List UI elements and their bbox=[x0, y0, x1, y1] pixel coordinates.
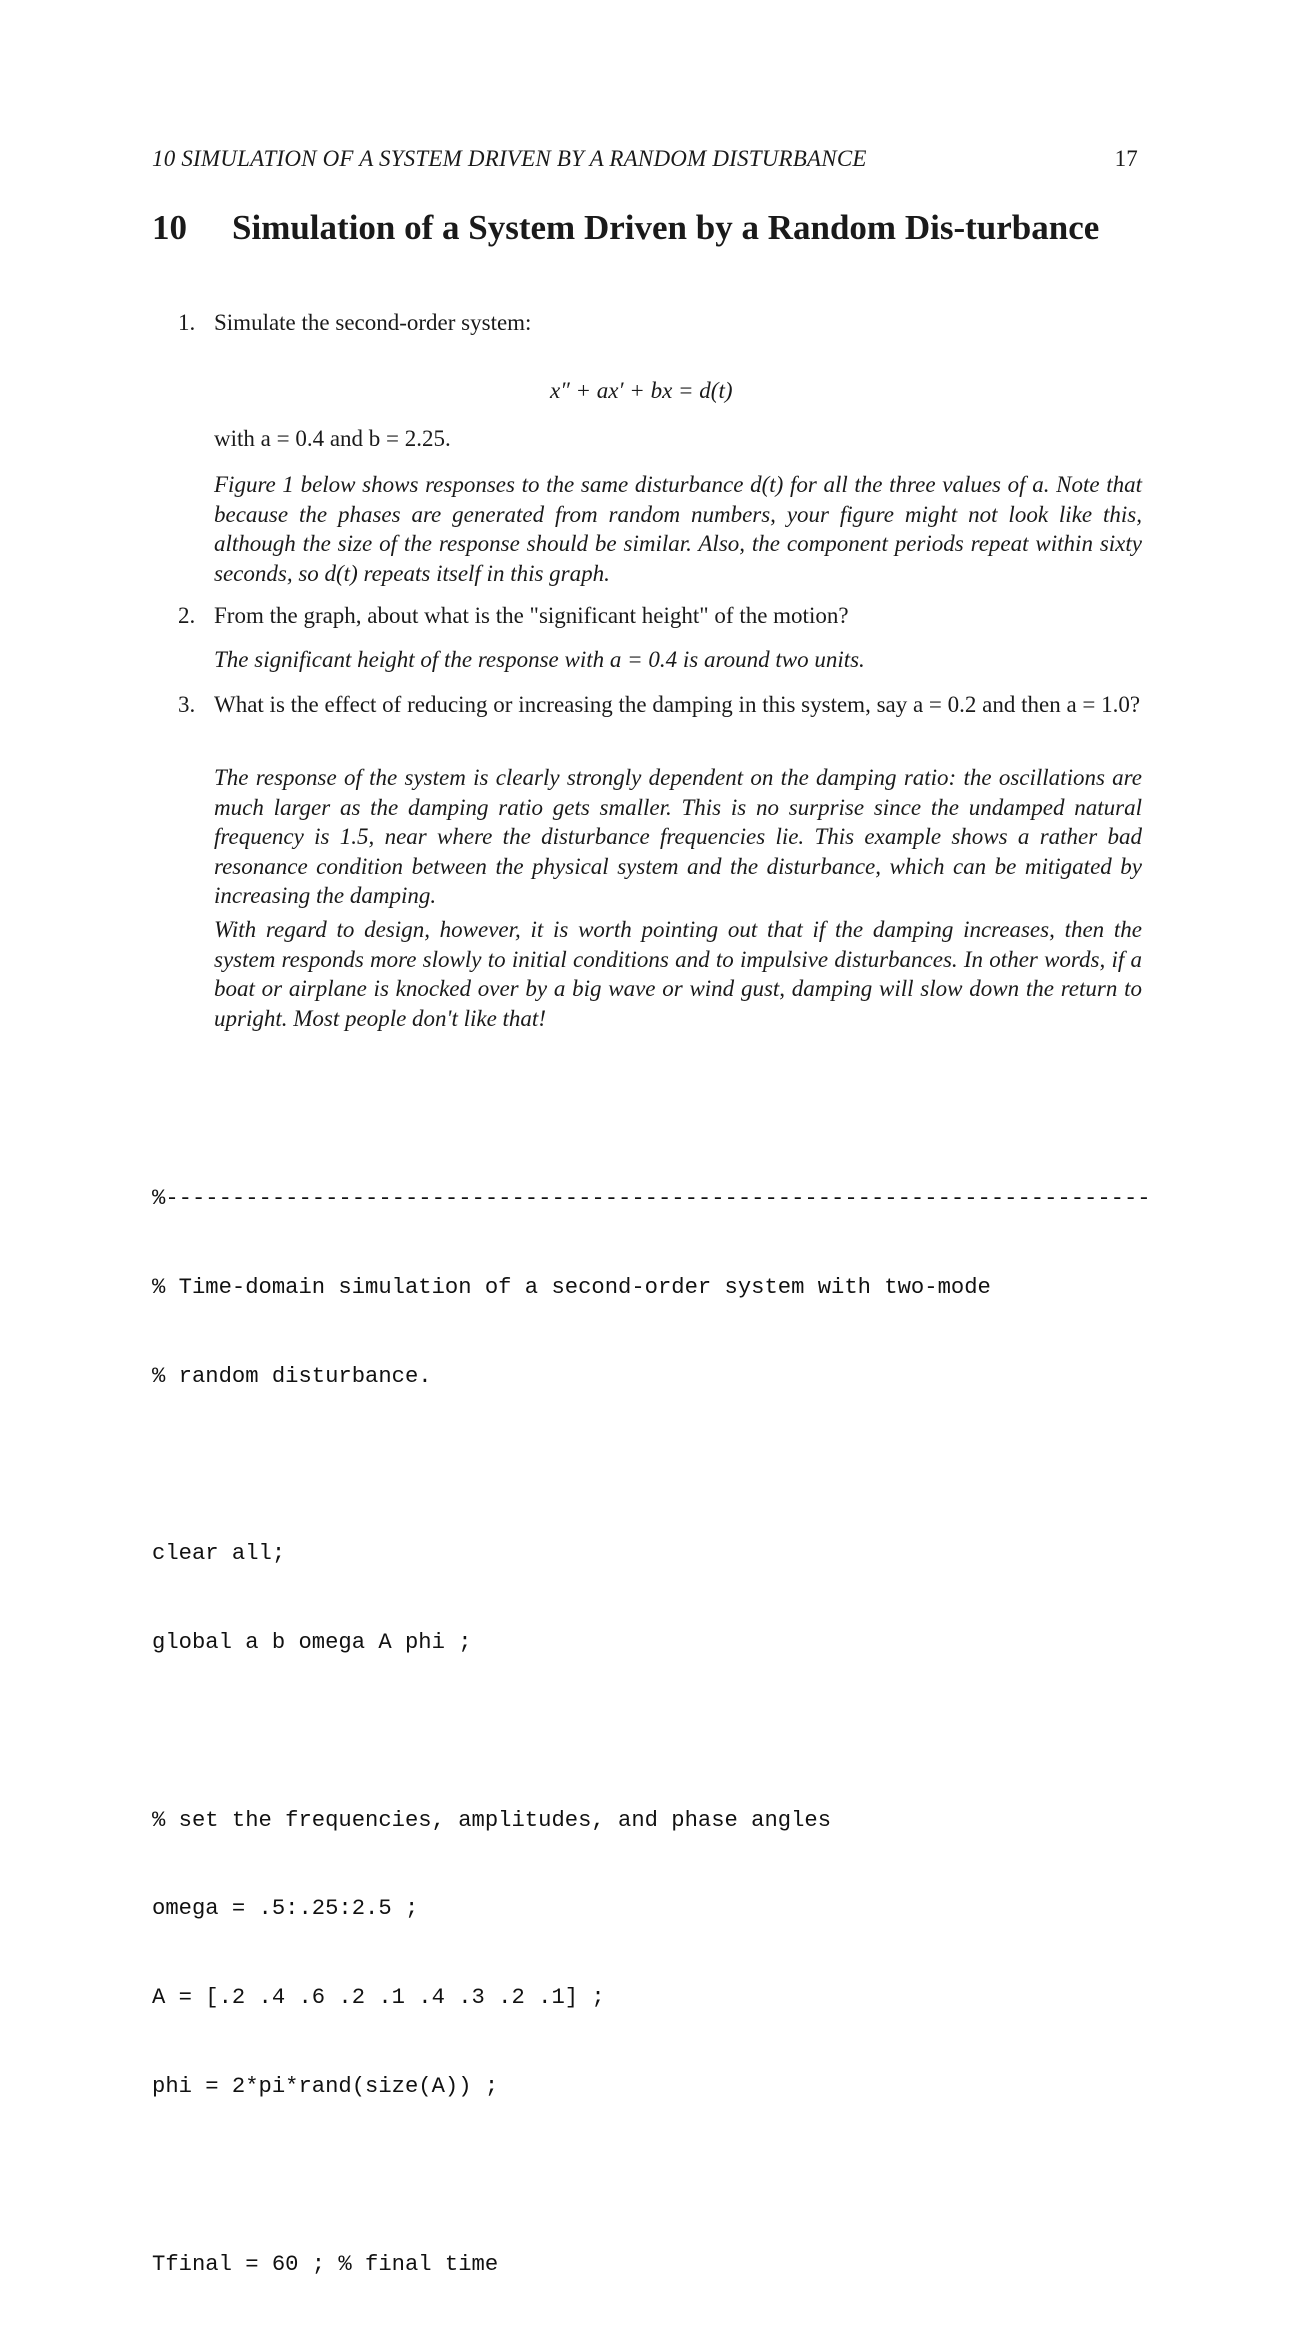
running-head-title: 10 SIMULATION OF A SYSTEM DRIVEN BY A RANDOM DISTURBANCE bbox=[152, 146, 867, 171]
code-listing bbox=[152, 1125, 1151, 2338]
list-marker: 1. bbox=[178, 310, 196, 335]
code-line: A = [.2 .4 .6 .2 .1 .4 .3 .2 .1] ; bbox=[152, 1985, 605, 2011]
code-line: global a b omega A phi ; bbox=[152, 1630, 472, 1656]
code-line: Tfinal = 60 ; % final time bbox=[152, 2251, 499, 2277]
question-text: What is the effect of reducing or increasing the damping in this system, say a = 0.2 and then a = 1.0? bbox=[214, 692, 1141, 717]
section-title: Simulation of a System Driven by a Random Dis-turbance bbox=[232, 208, 1100, 247]
code-line: % random disturbance. bbox=[152, 1363, 432, 1389]
code-line: % Time-domain simulation of a second-order system with two-mode bbox=[152, 1274, 991, 1300]
question-followup: with a = 0.4 and b = 2.25. bbox=[214, 426, 451, 451]
answer-paragraph: The significant height of the response with a = 0.4 is around two units. bbox=[214, 647, 865, 672]
code-line: phi = 2*pi*rand(size(A)) ; bbox=[152, 2074, 499, 2099]
list-marker: 2. bbox=[178, 603, 196, 628]
code-line: clear all; bbox=[152, 1541, 286, 1567]
page-number: 17 bbox=[1114, 146, 1138, 171]
answer-paragraph: Figure 1 below shows responses to the same disturbance d(t) for all the three values of a. Note that because the phases are generated from random numbers, your figure might not look like this, although the size of the response should be similar. Also, the component periods repeat within sixty seconds, so d(t) repeats itself in this graph. bbox=[214, 472, 1142, 586]
answer-paragraph: With regard to design, however, it is worth pointing out that if the damping increases, then the system responds more slowly to initial conditions and to impulsive disturbances. In other words, if a boat or airplane is knocked over by a big wave or wind gust, damping will slow down the return to upright. Most people don't like that! bbox=[214, 917, 1142, 1031]
code-line bbox=[152, 1451, 1151, 1481]
code-line bbox=[152, 1717, 1151, 1747]
code-line: % set the frequencies, amplitudes, and phase angles bbox=[152, 1807, 832, 1833]
code-line bbox=[152, 2161, 1151, 2191]
equation: x″ + ax′ + bx = d(t) bbox=[550, 378, 733, 403]
list-marker: 3. bbox=[178, 692, 196, 717]
code-line: omega = .5:.25:2.5 ; bbox=[152, 1896, 419, 1922]
answer-paragraph: The response of the system is clearly strongly dependent on the damping ratio: the oscillations are much larger as the damping ratio gets smaller. This is no surprise since the undamped natural frequency is 1.5, near where the disturbance frequencies lie. This example shows a rather bad resonance condition between the physical system and the disturbance, which can be mitigated by increasing the damping. bbox=[214, 765, 1142, 909]
code-line: %-------------------------------------------------------------------------- bbox=[152, 1186, 1151, 1212]
question-text: From the graph, about what is the "significant height" of the motion? bbox=[214, 603, 849, 628]
question-text: Simulate the second-order system: bbox=[214, 310, 532, 335]
section-number: 10 bbox=[152, 208, 187, 247]
